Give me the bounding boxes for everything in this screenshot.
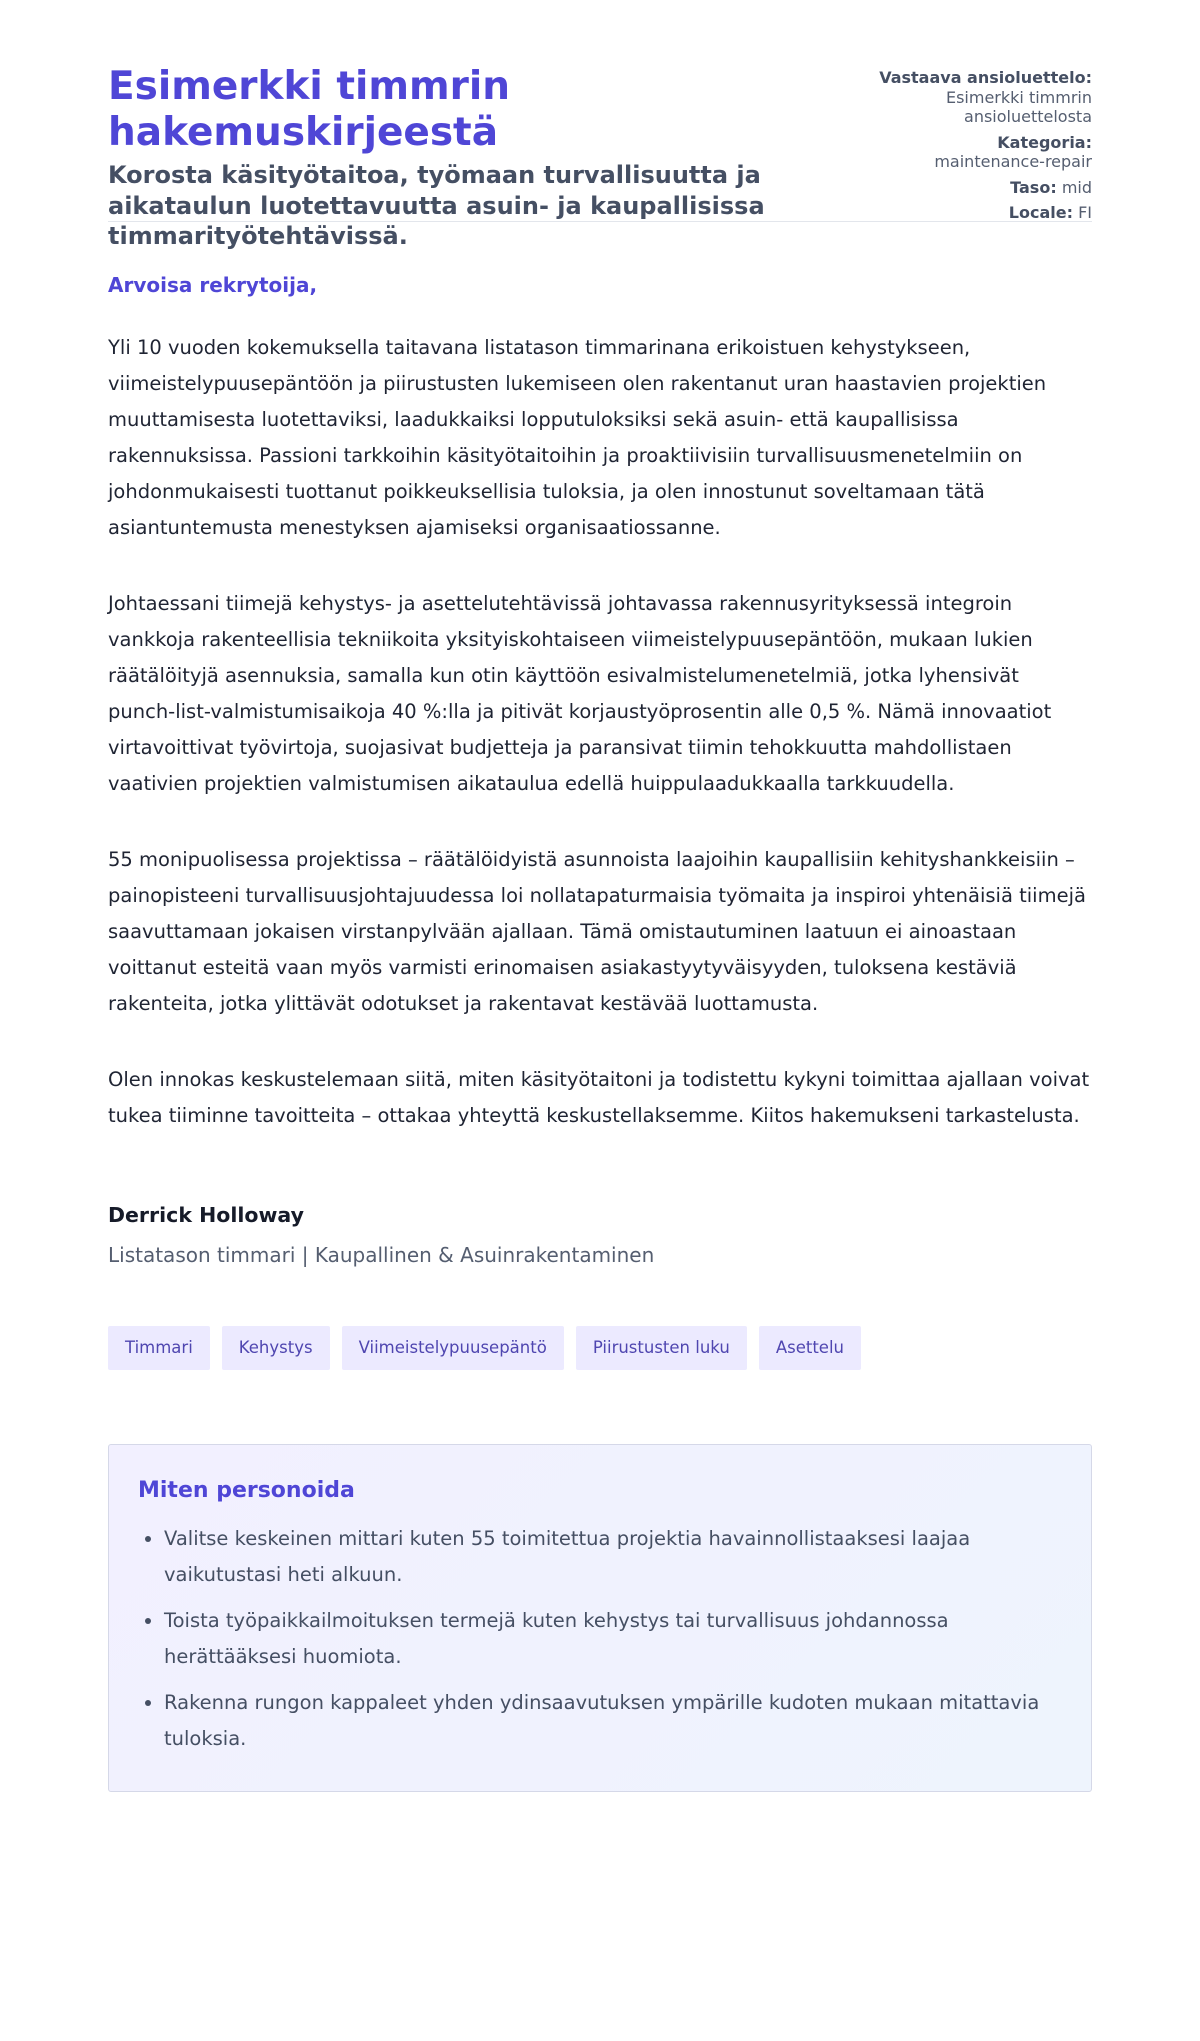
- tips-title: Miten personoida: [138, 1478, 355, 1503]
- tag-asettelu: Asettelu: [759, 1326, 861, 1370]
- paragraph-intro: Yli 10 vuoden kokemuksella taitavana listatason timmarinana erikoistuen kehystykseen, viimeistelypuusepäntöön ja piirustusten lukemiseen olen rakentanut uran haastavien projektien muuttamisesta luotettaviksi, laadukkaiksi lopputuloksiksi sekä asuin- että kaupallisissa rakennuksissa. Passioni tarkkoihin käsityötaitoihin ja proaktiivisiin turvallisuusmenetelmiin on johdonmukaisesti tuottanut poikkeuksellisia tuloksia, ja olen innostunut soveltamaan tätä asiantuntemusta menestyksen ajamiseksi organisaatiossanne.: [108, 336, 1047, 539]
- meta-locale-key: Locale:: [1008, 203, 1073, 222]
- skill-tags: [108, 1326, 1092, 1370]
- paragraph-closing: Olen innokas keskustelemaan siitä, miten käsityötaitoni ja todistettu kykyni toimittaa ajallaan voivat tukea tiiminne tavoitteita – ottakaa yhteyttä keskustellaksemme. Kiitos hakemukseni tarkastelusta.: [108, 1068, 1090, 1127]
- meta-resume: [852, 68, 1092, 127]
- meta-locale-value: FI: [1078, 203, 1092, 222]
- meta-category: [852, 133, 1092, 172]
- tag-kehystys: Kehystys: [222, 1326, 330, 1370]
- meta-locale: [852, 203, 1092, 223]
- tag-piirustusten-luku: Piirustusten luku: [576, 1326, 747, 1370]
- meta-level: [852, 178, 1092, 198]
- signature: [108, 1202, 1092, 1268]
- tag-timmari: Timmari: [108, 1326, 210, 1370]
- tip-item: • Valitse keskeinen mittari kuten 55 toimitettua projektia havainnollistaaksesi laajaa vaikutustasi heti alkuun.: [164, 1521, 1062, 1593]
- page-header: [108, 0, 1092, 250]
- greeting: Arvoisa rekrytoija,: [108, 273, 318, 297]
- tip-item: • Rakenna rungon kappaleet yhden ydinsaavutuksen ympärille kudoten mukaan mitattavia tuloksia.: [164, 1685, 1062, 1757]
- meta-resume-value: Esimerkki timmrin ansioluettelosta: [945, 87, 1092, 126]
- signature-name: Derrick Holloway: [108, 1203, 304, 1227]
- tip-item: • Toista työpaikkailmoituksen termejä kuten kehystys tai turvallisuus johdannossa herättääksesi huomiota.: [164, 1603, 1062, 1675]
- page-subtitle: Korosta käsityötaitoa, työmaan turvallisuutta ja aikataulun luotettavuutta asuin- ja kaupallisissa timmarityötehtävissä.: [108, 161, 765, 250]
- meta-category-value: maintenance-repair: [934, 152, 1092, 171]
- tag-viimeistelypuusepanto: Viimeistelypuusepäntö: [342, 1326, 564, 1370]
- letter-body: [108, 272, 1092, 1268]
- meta-category-key: Kategoria:: [997, 132, 1092, 152]
- title-block: [108, 64, 828, 252]
- paragraph-projects: 55 monipuolisessa projektissa – räätälöidyistä asunnoista laajoihin kaupallisiin kehityshankkeisiin – painopisteeni turvallisuusjohtajuudessa loi nollatapaturmaisia työmaita ja inspiroi yhtenäisiä tiimejä saavuttamaan jokaisen virstanpylvään ajallaan. Tämä omistautuminen laatuun ei ainoastaan voittanut esteitä vaan myös varmisti erinomaisen asiakastyytyväisyyden, tuloksena kestäviä rakenteita, jotka ylittävät odotukset ja rakentavat kestävää luottamusta.: [108, 848, 1086, 1015]
- meta-panel: [852, 64, 1092, 229]
- signature-title: Listatason timmari | Kaupallinen & Asuinrakentaminen: [108, 1243, 655, 1267]
- page-title: Esimerkki timmrin hakemuskirjeestä: [108, 64, 511, 155]
- meta-level-key: Taso:: [1010, 177, 1057, 197]
- tips-list: [138, 1521, 1062, 1757]
- meta-resume-key: Vastaava ansioluettelo:: [879, 68, 1092, 87]
- paragraph-experience: Johtaessani tiimejä kehystys- ja asettelutehtävissä johtavassa rakennusyrityksessä integroin vankkoja rakenteellisia tekniikoita yksityiskohtaiseen viimeistelypuusepäntöön, mukaan lukien räätälöityjä asennuksia, samalla kun otin käyttöön esivalmistelumenetelmiä, jotka lyhensivät punch-list-valmistumisaikoja 40 %:lla ja pitivät korjaustyöprosentin alle 0,5 %. Nämä innovaatiot virtavoittivat työvirtoja, suojasivat budjetteja ja paransivat tiimin tehokkuutta mahdollistaen vaativien projektien valmistumisen aikataulua edellä huippulaadukkaalla tarkkuudella.: [108, 592, 1052, 795]
- meta-level-value: mid: [1061, 177, 1092, 197]
- personalize-tips-box: [108, 1444, 1092, 1792]
